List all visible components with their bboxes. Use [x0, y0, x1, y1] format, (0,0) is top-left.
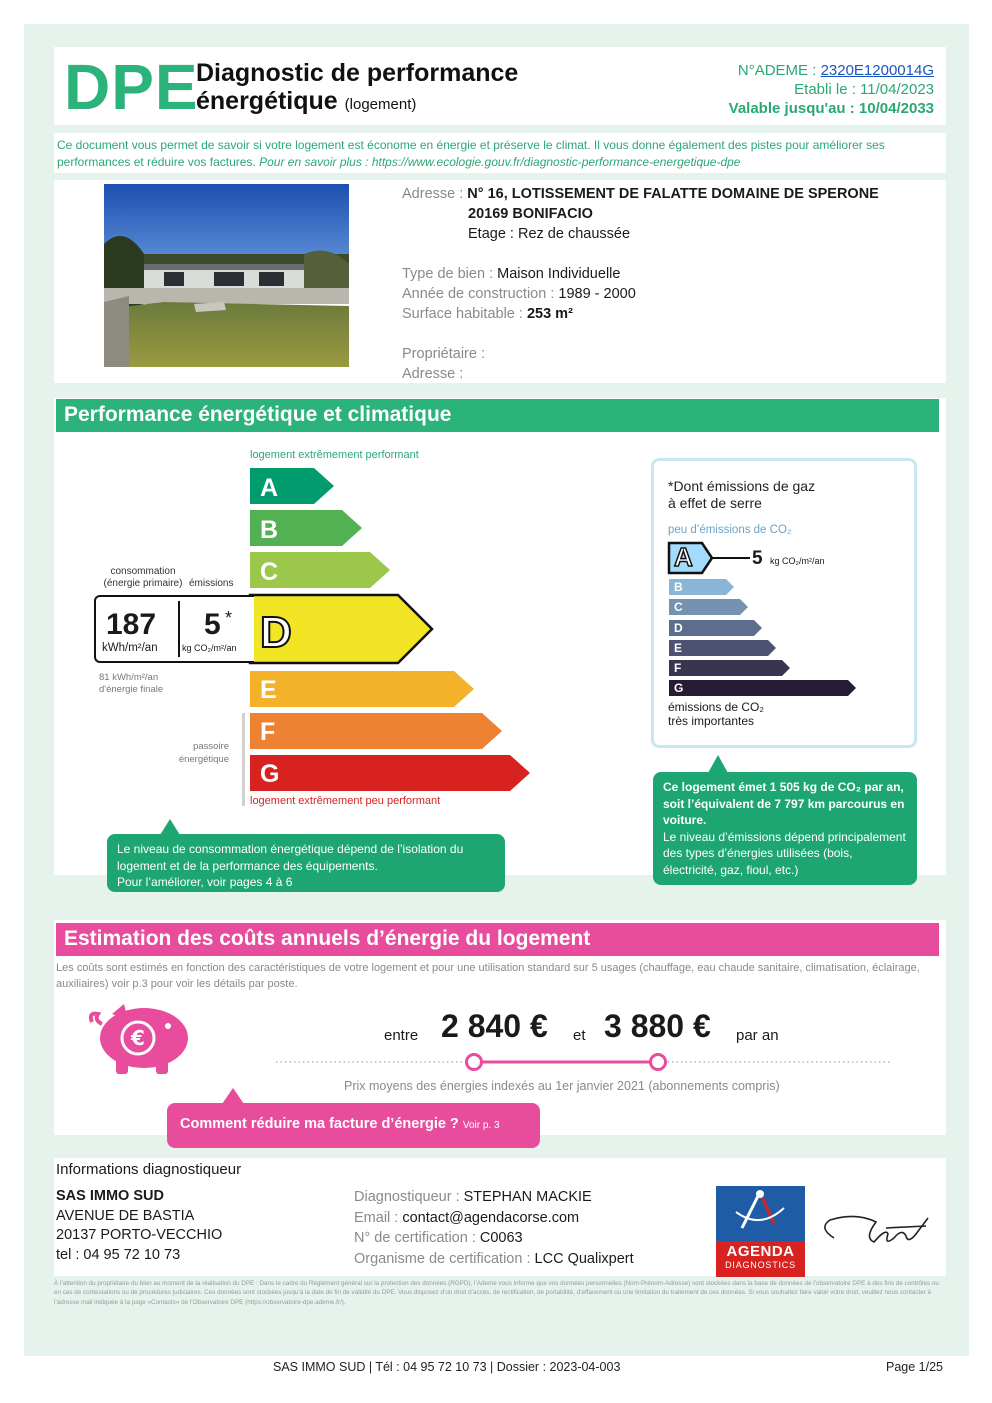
ges-label-E: E: [674, 641, 683, 655]
ges-label-B: B: [674, 580, 683, 594]
ges-top-label: peu d’émissions de CO₂: [668, 524, 792, 536]
diagnostician-details: Diagnostiqueur : STEPHAN MACKIE Email : contact@agendacorse.com N° de certification : C0063 Organisme de certification : LCC Qualixpert: [354, 1189, 634, 1267]
energy-bar-E: [250, 671, 474, 707]
energy-bar-F: [250, 713, 502, 749]
ademe-info: N°ADEME : 2320E1200014G Etabli le : 11/04/2023 Valable jusqu'au : 10/04/2033: [728, 62, 934, 117]
property-details: Type de bien : Maison Individuelle Année de construction : 1989 - 2000 Surface habitable : 253 m²: [402, 266, 636, 322]
diagnostician-section: [54, 1158, 946, 1276]
page-number: Page 1/25: [886, 1360, 943, 1374]
cost-low: 2 840 €: [441, 1008, 548, 1044]
ges-bar-F: [669, 660, 790, 676]
intro-text: Ce document vous permet de savoir si votre logement est économe en énergie et préserve le climat. Il vous donne également des pistes pour améliorer ses performances et réduire vos factures. Pour en savoir plus : https://www.ecologie.gouv.fr/diagnostic-performance-energetique-dpe: [54, 133, 946, 173]
owner-block: Propriétaire : Adresse :: [402, 346, 486, 382]
energy-label-D: D: [260, 608, 292, 657]
ges-callout-pointer: [708, 755, 728, 773]
consommation-label: consommation (énergie primaire): [103, 566, 183, 589]
dpe-logo: DPE: [64, 51, 199, 123]
compass-icon: [716, 1186, 805, 1236]
emis-star: *: [225, 608, 233, 628]
energy-label-G: G: [260, 760, 280, 788]
par-an-label: par an: [736, 1027, 779, 1044]
ges-value: 5: [752, 548, 763, 569]
consumption-divider: [178, 601, 180, 657]
costs-description: Les coûts sont estimés en fonction des caractéristiques de votre logement et pour une utilisation standard sur 5 usages (chauffage, eau chaude sanitaire, climatisation, éclairage, auxiliaires) voir p.3 pour voir les détails par poste.: [56, 962, 920, 990]
emissions-label: émissions: [189, 578, 234, 589]
energy-bar-G: [250, 755, 530, 791]
ges-label-D: D: [674, 621, 683, 635]
energy-label-B: B: [260, 516, 279, 544]
energy-label-F: F: [260, 718, 276, 746]
diag-title: Informations diagnostiqueur: [56, 1161, 242, 1178]
callout-pointer: [160, 819, 180, 835]
svg-text:€: €: [131, 1026, 145, 1050]
passoire-label: passoire énergétique: [178, 741, 229, 765]
ges-bar-G: [669, 680, 856, 696]
costs-section: [54, 920, 946, 1135]
emis-unit: kg CO₂/m²/an: [182, 643, 237, 653]
button-pointer: [222, 1088, 244, 1104]
entre-label: entre: [384, 1027, 419, 1044]
address-block: Adresse : N° 16, LOTISSEMENT DE FALATTE DOMAINE DE SPERONE 20169 BONIFACIO Etage : Rez de chaussée: [402, 186, 879, 242]
passoire-bracket: [242, 713, 245, 806]
ges-title: *Dont émissions de gaz à effet de serre: [668, 478, 816, 511]
energy-label-C: C: [260, 558, 279, 586]
agenda-logo: AGENDA DIAGNOSTICS: [716, 1186, 805, 1274]
energy-callout: Le niveau de consommation énergétique dépend de l’isolation du logement et de la performance des équipements. Pour l’améliorer, voir pages 4 à 6: [107, 834, 505, 892]
footer-info: SAS IMMO SUD | Tél : 04 95 72 10 73 | Dossier : 2023-04-003: [273, 1360, 621, 1374]
cost-high: 3 880 €: [604, 1008, 711, 1044]
house-photo: [104, 184, 349, 367]
email-link[interactable]: contact@agendacorse.com: [402, 1209, 580, 1226]
emis-value: 5: [204, 608, 221, 641]
energy-label-A: A: [260, 474, 279, 502]
ges-label-A: A: [674, 542, 693, 572]
signature: [816, 1198, 936, 1256]
energie-finale: 81 kWh/m²/an d'énergie finale: [99, 672, 164, 695]
energy-top-label: logement extrêmement performant: [250, 449, 419, 461]
energy-label-E: E: [260, 676, 277, 704]
more-info-link[interactable]: Pour en savoir plus : https://www.ecologie.gouv.fr/diagnostic-performance-energetique-dpe: [259, 154, 741, 169]
performance-section: [54, 398, 946, 889]
rgpd-footnote: À l’attention du propriétaire du bien au moment de la réalisation du DPE : Dans le cadre du Règlement général sur la protection des données (RGPD), l’Ademe vous informe que vos données personnelles (Nom-Prénom-Adresse) sont stockées dans la base de données de l’observatoire DPE à des fins de contrôles ou en cas de contestations ou de procédures judiciaires. Ces données sont stockées jusqu’à la date de fin de validité du DPE. Vous disposez d’un droit d’accès, de rectification, de portabilité, d’effacement ou une limitation du traitement de ces données. Si vous souhaitez faire valoir votre droit, veuillez nous contacter à l’adresse mail indiquée à la page «Contacts» de l’Observatoire DPE (https://observatoire-dpe.ademe.fr/).: [54, 1280, 939, 1306]
ges-label-C: C: [674, 600, 683, 614]
et-label: et: [573, 1027, 586, 1044]
conso-value: 187: [106, 608, 157, 641]
performance-title: Performance énergétique et climatique: [56, 399, 939, 432]
piggy-bank-icon: [88, 1002, 192, 1076]
property-info: [54, 180, 946, 383]
company-block: SAS IMMO SUD AVENUE DE BASTIA 20137 PORTO-VECCHIO tel : 04 95 72 10 73: [56, 1188, 223, 1263]
energy-bottom-label: logement extrêmement peu performant: [250, 795, 441, 807]
prix-label: Prix moyens des énergies indexés au 1er janvier 2021 (abonnements compris): [344, 1079, 780, 1093]
ges-unit: kg CO₂/m²/an: [770, 556, 825, 566]
etabli-date: Etabli le : 11/04/2023: [794, 81, 934, 98]
page-title: Diagnostic de performance énergétique (logement): [196, 59, 519, 115]
header: [54, 47, 946, 125]
ges-bottom-label: émissions de CO₂ très importantes: [668, 700, 765, 728]
ges-callout: Ce logement émet 1 505 kg de CO₂ par an, soit l’équivalent de 7 797 km parcourus en voiture. Le niveau d’émissions dépend principalement des types d’énergies utilisées (bois, électricité, gaz, fioul, etc.): [653, 772, 917, 885]
conso-unit: kWh/m²/an: [102, 642, 158, 654]
ademe-number-link[interactable]: 2320E1200014G: [820, 62, 934, 79]
cost-range-slider: [274, 1052, 894, 1072]
ges-label-F: F: [674, 661, 682, 675]
ges-bar-E: [669, 640, 776, 656]
ges-label-G: G: [674, 681, 684, 695]
costs-title: Estimation des coûts annuels d’énergie du logement: [56, 923, 939, 956]
reduce-bill-button[interactable]: Comment réduire ma facture d’énergie ? Voir p. 3: [167, 1103, 540, 1148]
valable-date: Valable jusqu'au : 10/04/2033: [728, 100, 934, 117]
